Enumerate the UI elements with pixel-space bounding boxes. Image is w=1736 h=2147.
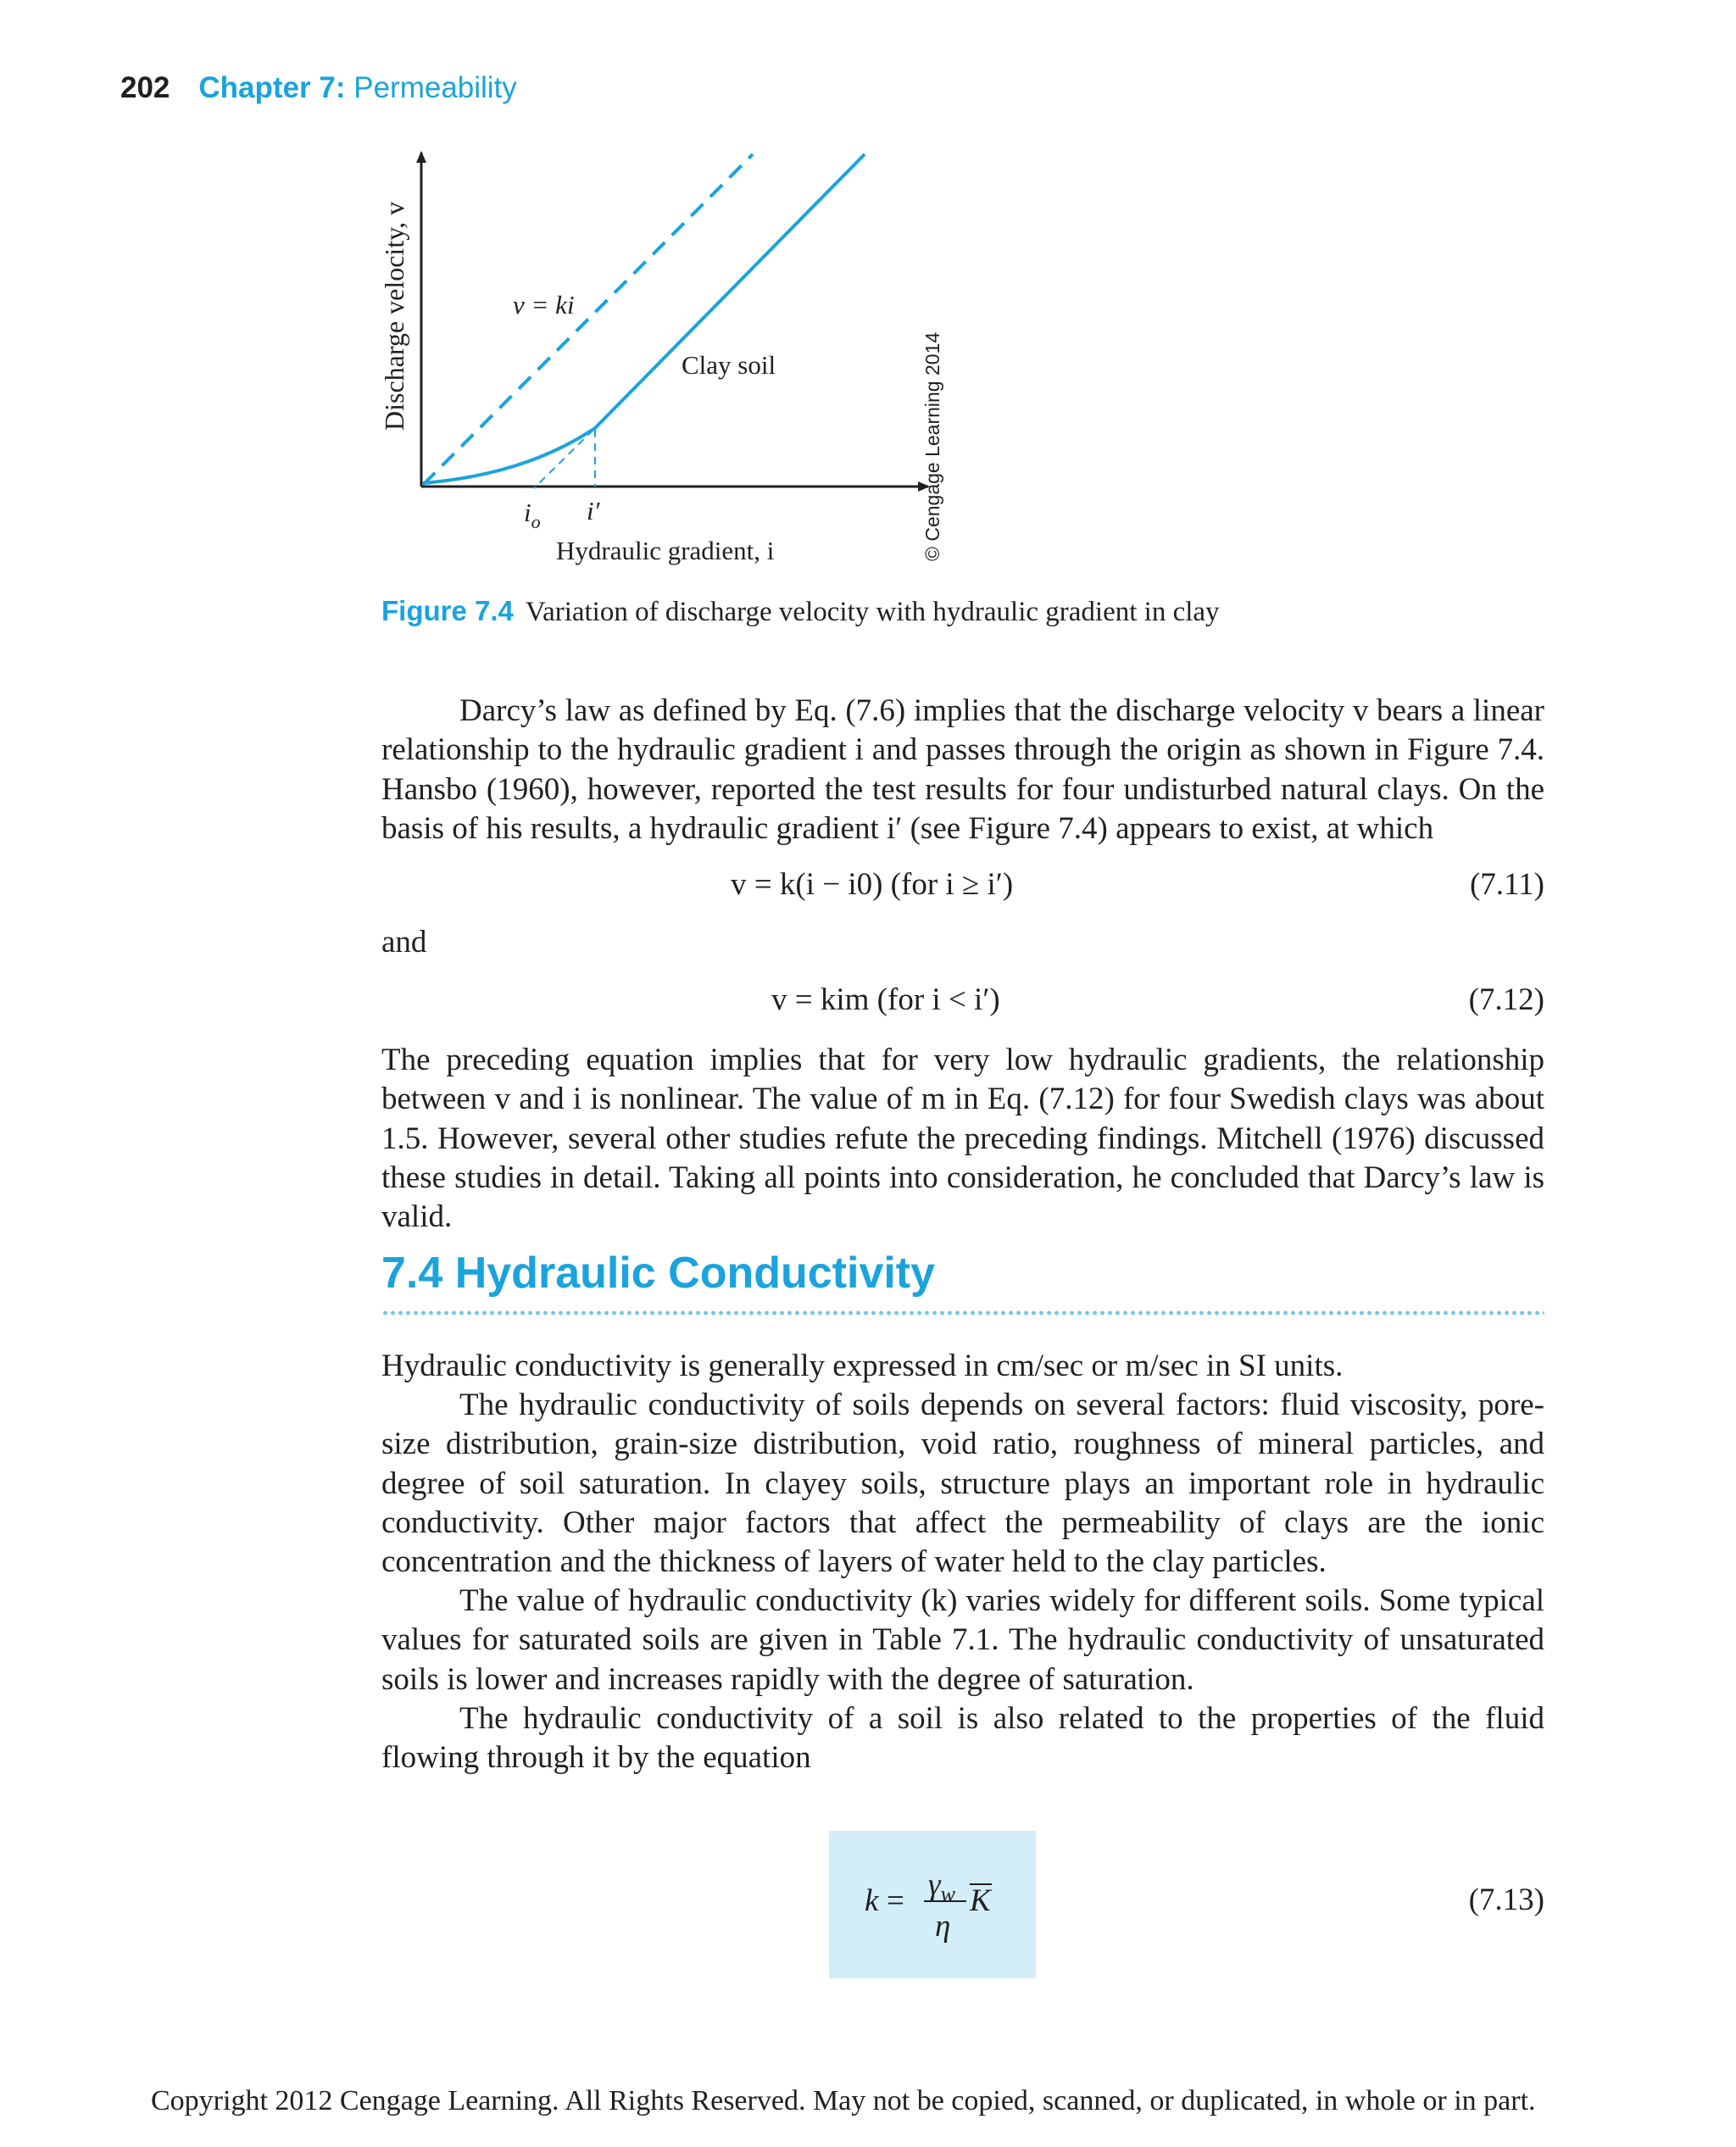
equation-7-13-svg [829,1831,1036,1978]
figure-caption [381,595,1220,628]
paragraph-5: The value of hydraulic conductivity (k) varies widely for different soils. Some typical values for saturated soils are given in Table 7.1. The hydraulic conductivity of unsaturated soils is lower and increases rapidly with the degree of saturation. [381,1583,1544,1697]
eq-eta: η [935,1909,951,1944]
equation-7-12 [381,982,1544,1022]
figure-copyright: © Cengage Learning 2014 [921,331,943,561]
equation-7-11 [381,866,1544,907]
equation-7-12-number: (7.12) [1468,982,1544,1017]
paragraph-1: Darcy’s law as defined by Eq. (7.6) implies that the discharge velocity v bears a linear relationship to the hydraulic gradient i and passes through the origin as shown in Figure 7.4. Hansbo (1960), however, reported the test results for four undisturbed natural clays. On the basis of his results, a hydraulic gradient i′ (see Figure 7.4) appears to exist, at which [381,693,1544,846]
extension-to-io [534,430,593,488]
tick-io: $i_o$ [524,498,541,532]
equation-7-12-body: v = kim (for i < i′) [771,982,1000,1017]
eq-gamma: $\gamma_w$ [928,1867,955,1906]
eq-K: K [970,1883,991,1918]
paragraph-6: The hydraulic conductivity of a soil is also related to the properties of the fluid flowing through it by the equation [381,1701,1544,1776]
eq-k: k [865,1883,879,1918]
chapter-title: Permeability [353,71,517,104]
equation-7-13-box [829,1831,1036,1978]
equation-7-11-body: v = k(i − i0) (for i ≥ i′) [731,867,1014,902]
chapter-label: Chapter 7: [198,71,346,104]
equation-7-11-number: (7.11) [1469,867,1544,902]
paragraph-3: Hydraulic conductivity is generally expressed in cm/sec or m/sec in SI units. [381,1349,1344,1383]
label-clay-soil: Clay soil [682,350,776,380]
clay-soil-curve [423,154,865,483]
label-v-ki: v = ki [513,290,575,320]
paragraph-2: The preceding equation implies that for very low hydraulic gradients, the relationship between v and i is nonlinear. The value of m in Eq. (7.12) for four Swedish clays was about 1.5. However, several other studies refute the preceding findings. Mitchell (1976) discussed these studies in detail. Taking all points into consideration, he concluded that Darcy’s law is valid. [381,1043,1544,1235]
page-number: 202 [120,71,170,104]
y-axis-label: Discharge velocity, v [379,201,409,431]
equation-7-13-number: (7.13) [1468,1883,1544,1917]
tick-iprime: i′ [587,496,600,526]
section-title: 7.4 Hydraulic Conductivity [381,1249,936,1298]
figure-7-4 [0,0,1736,610]
and-text: and [381,925,427,959]
paragraph-4: The hydraulic conductivity of soils depends on several factors: fluid viscosity, pore-size distribution, grain-size distribution, void ratio, roughness of mineral particles, and degree of soil saturation. In clayey soils, structure plays an important role in hydraulic conductivity. Other major factors that affect the permeability of clays are the ionic concentration and the thickness of layers of water held to the clay particles. [381,1388,1544,1580]
x-axis-label: Hydraulic gradient, i [556,536,775,565]
figure-caption-label: Figure 7.4 [381,595,514,626]
eq-equals: = [887,1883,904,1918]
section-divider [381,1310,1544,1315]
figure-caption-text: Variation of discharge velocity with hydraulic gradient in clay [525,597,1220,627]
copyright-footer: Copyright 2012 Cengage Learning. All Rights Reserved. May not be copied, scanned, or duplicated, in whole or in part. [151,2085,1536,2116]
